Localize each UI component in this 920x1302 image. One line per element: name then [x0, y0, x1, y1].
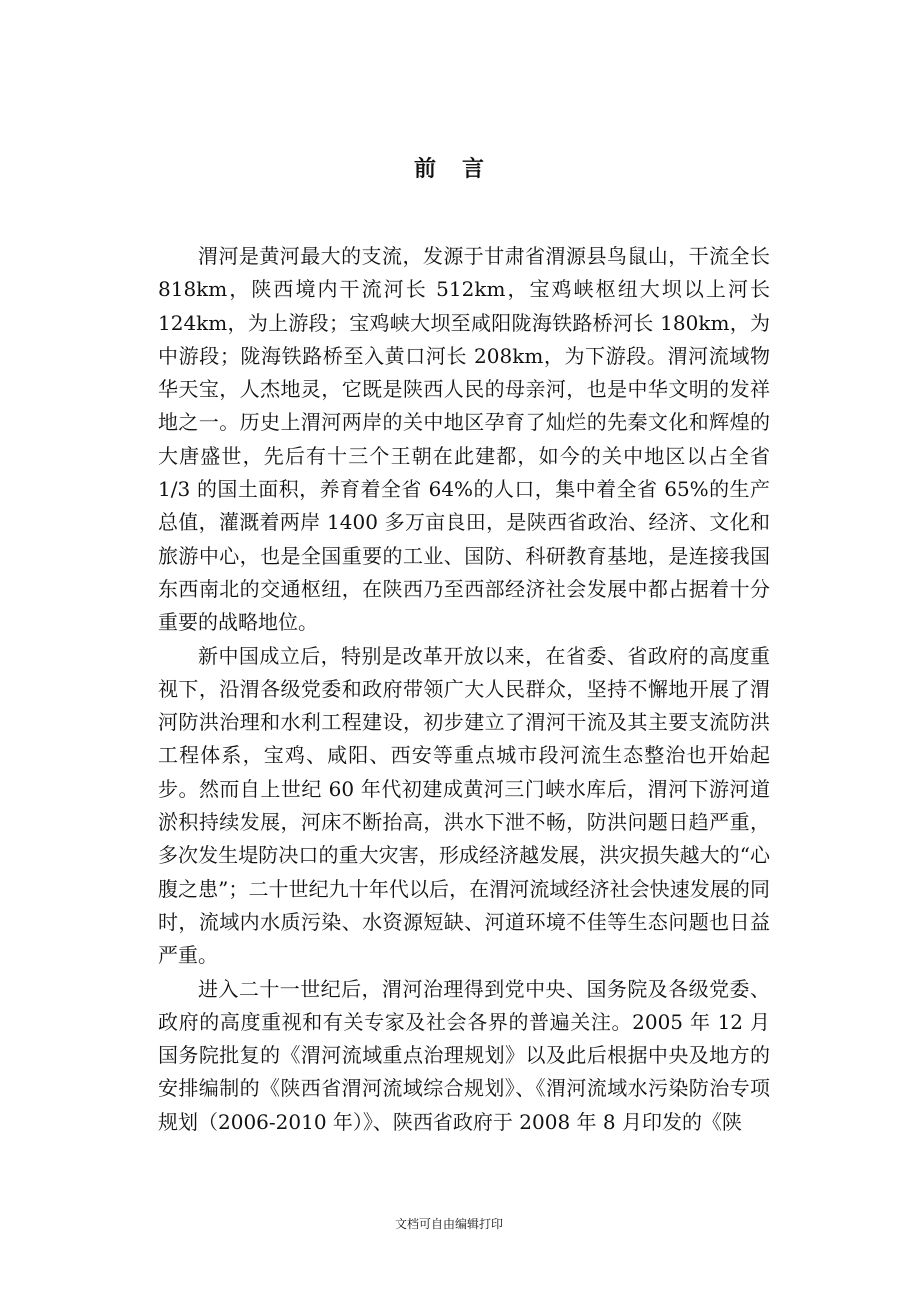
page-title-char-2: 言 — [462, 156, 485, 182]
paragraph-3: 进入二十一世纪后，渭河治理得到党中央、国务院及各级党委、政府的高度重视和有关专家及社会各界的普遍关注。2005 年 12 月国务院批复的《渭河流域重点治理规划》以及此后根据中央及地方的安排编制的《陕西省渭河流域综合规划》、《渭河流域水污染防治专项规划（2006-2010 年）》、陕西省政府于 2008 年 8 月印发的《陕 — [158, 976, 770, 1134]
page-footer: 文档可自由编辑打印 — [394, 1217, 503, 1231]
paragraph-2: 新中国成立后，特别是改革开放以来，在省委、省政府的高度重视下，沿渭各级党委和政府带领广大人民群众，坚持不懈地开展了渭河防洪治理和水利工程建设，初步建立了渭河干流及其主要支流防洪工程体系，宝鸡、咸阳、西安等重点城市段河流生态整治也开始起步。然而自上世纪 60 年代初建成黄河三门峡水库后，渭河下游河道淤积持续发展，河床不断抬高，洪水下泄不畅，防洪问题日趋严重，多次发生堤防决口的重大灾害，形成经济越发展，洪灾损失越大的“心腹之患”；二十世纪九十年代以后，在渭河流域经济社会快速发展的同时，流域内水质污染、水资源短缺、河道环境不佳等生态问题也日益严重。 — [158, 643, 770, 968]
paragraph-1: 渭河是黄河最大的支流，发源于甘肃省渭源县鸟鼠山，干流全长 818km，陕西境内干流河长 512km，宝鸡峡枢纽大坝以上河长 124km，为上游段；宝鸡峡大坝至咸阳陇海铁路桥河长 180km，为中游段；陇海铁路桥至入黄口河长 208km，为下游段。渭河流域物华天宝，人杰地灵，它既是陕西人民的母亲河，也是中华文明的发祥地之一。历史上渭河两岸的关中地区孕育了灿烂的先秦文化和辉煌的大唐盛世，先后有十三个王朝在此建都，如今的关中地区以占全省 1/3 的国土面积，养育着全省 64%的人口，集中着全省 65%的生产总值，灌溉着两岸 1400 多万亩良田，是陕西省政治、经济、文化和旅游中心，也是全国重要的工业、国防、科研教育基地，是连接我国东西南北的交通枢纽，在陕西乃至西部经济社会发展中都占据着十分重要的战略地位。 — [158, 244, 770, 635]
body-text — [158, 240, 770, 1139]
page-title — [0, 152, 898, 186]
page-title-char-1: 前 — [413, 156, 436, 182]
